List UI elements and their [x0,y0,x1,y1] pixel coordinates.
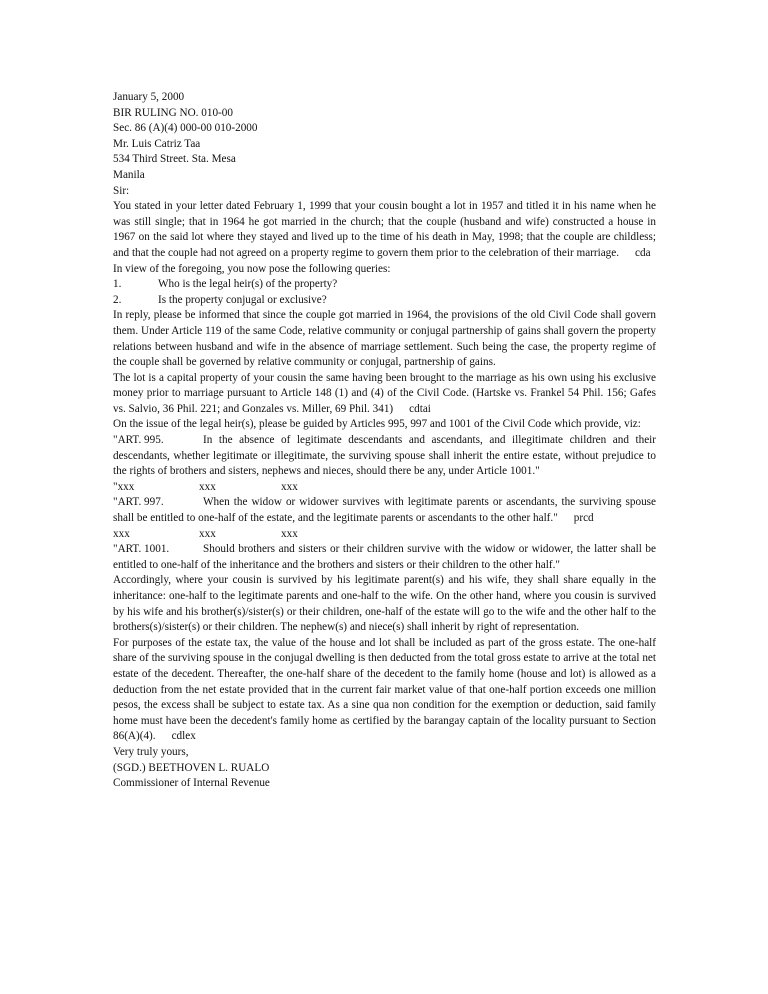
bir-ruling-document [113,90,656,792]
query-number: 1. [113,278,122,291]
paragraph-facts [113,199,656,261]
omission-mark: "xxx [113,480,135,493]
omission-mark: xxx [199,527,216,540]
paragraph-estate-tax-text: For purposes of the estate tax, the value of the house and lot shall be included as part of the gross estate. The one-half share of the surviving spouse in the conjugal dwelling is then deducted from the total gross estate to arrive at the total net estate of the decedent. Thereafter, the one-half share of the decedent to the family home (house and lot) is allowed as a deduction from the net estate provided that in the current fair market value of that one-half portion exceeds one million pesos, the excess shall be subject to estate tax. As a sine qua non condition for the exemption or deduction, said family home must have been the decedent's family home as certified by the barangay captain of the locality pursuant to Section 86(A)(4). [113,636,656,743]
query-item [113,293,656,309]
addressee-city: Manila [113,168,145,181]
omission-mark: xxx [199,480,216,493]
addressee-name: Mr. Luis Catriz Taa [113,137,201,150]
article-995-text: In the absence of legitimate descendants and ascendants, and illegitimate children and their descendants, whether legitimate or illegitimate, the surviving spouse shall inherit the entire estate, without prejudice to the rights of brothers and sisters, nephews and nieces, should there be any, under Article 1001." [113,434,656,478]
paragraph-capital-property [113,371,656,418]
paragraph-facts-text: You stated in your letter dated February 1, 1999 that your cousin bought a lot in 1957 and titled it in his name when he was still single; that in 1964 he got married in the church; that the couple (husband and wife) constructed a house in 1967 on the said lot where they stayed and lived up to the time of his death in May, 1998; that the couple are childless; and that the couple had not agreed on a property regime to govern them prior to the celebration of their marriage. [113,200,656,259]
paragraph-inheritance: Accordingly, where your cousin is survived by his legitimate parent(s) and his wife, they shall share equally in the inheritance: one-half to the legitimate parents and one-half to the wife. On the other hand, where you cousin is survived by his wife and his brother(s)/sister(s) or their children, one-half of the estate will go to the wife and the other half to the brothers(s)/sister(s) or their children. The nephew(s) and niece(s) shall inherit by right of representation. [113,574,656,634]
omission-mark: xxx [113,527,130,540]
article-1001-quote [113,542,656,573]
article-997-tag: prcd [573,512,594,525]
signatory-name: (SGD.) BEETHOVEN L. RUALO [113,761,270,774]
complimentary-close: Very truly yours, [113,745,189,758]
omission-row [113,527,656,543]
addressee-street: 534 Third Street. Sta. Mesa [113,153,236,166]
omission-row [113,480,656,496]
ruling-section: Sec. 86 (A)(4) 000-00 010-2000 [113,122,258,135]
article-1001-label: "ART. 1001. [113,543,170,556]
paragraph-capital-property-text: The lot is a capital property of your cousin the same having been brought to the marriage as his own using his exclusive money prior to marriage pursuant to Article 148 (1) and (4) of the Civil Code. (Hartske vs. Frankel 54 Phil. 156; Gafes vs. Salvio, 36 Phil. 221; and Gonzales vs. Miller, 69 Phil. 341) [113,371,656,415]
article-1001-text: Should brothers and sisters or their children survive with the widow or widower, the latter shall be entitled to one-half of the inheritance and the brothers and sisters or their children to the other half." [113,543,656,571]
query-text: Is the property conjugal or exclusive? [158,293,327,306]
ruling-number: BIR RULING NO. 010-00 [113,106,233,119]
paragraph-estate-tax-tag: cdlex [171,730,196,743]
salutation: Sir: [113,184,130,197]
article-997-label: "ART. 997. [113,496,164,509]
signatory-title: Commissioner of Internal Revenue [113,777,270,790]
paragraph-queries-intro: In view of the foregoing, you now pose the following queries: [113,262,391,275]
article-995-label: "ART. 995. [113,434,164,447]
paragraph-legal-heirs: On the issue of the legal heir(s), please be guided by Articles 995, 997 and 1001 of the Civil Code which provide, viz: [113,418,641,431]
article-995-quote [113,433,656,480]
omission-mark: xxx [281,527,298,540]
query-number: 2. [113,293,122,306]
ruling-date: January 5, 2000 [113,91,185,103]
query-text: Who is the legal heir(s) of the property? [158,278,338,291]
paragraph-capital-property-tag: cdtai [409,402,431,415]
article-997-quote [113,495,656,526]
article-997-text: When the widow or widower survives with legitimate parents or ascendants, the surviving spouse shall be entitled to one-half of the estate, and the legitimate parents or ascendants to the other half." [113,496,656,525]
query-item [113,277,656,293]
paragraph-facts-tag: cda [635,246,651,259]
paragraph-estate-tax [113,636,656,745]
paragraph-reply: In reply, please be informed that since the couple got married in 1964, the provisions of the old Civil Code shall govern them. Under Article 119 of the same Code, relative community or conjugal partnership of gains shall govern the property relations between husband and wife in the absence of marriage settlement. Such being the case, the property regime of the couple shall be governed by relative community or conjugal, partnership of gains. [113,309,656,369]
omission-mark: xxx [281,480,298,493]
